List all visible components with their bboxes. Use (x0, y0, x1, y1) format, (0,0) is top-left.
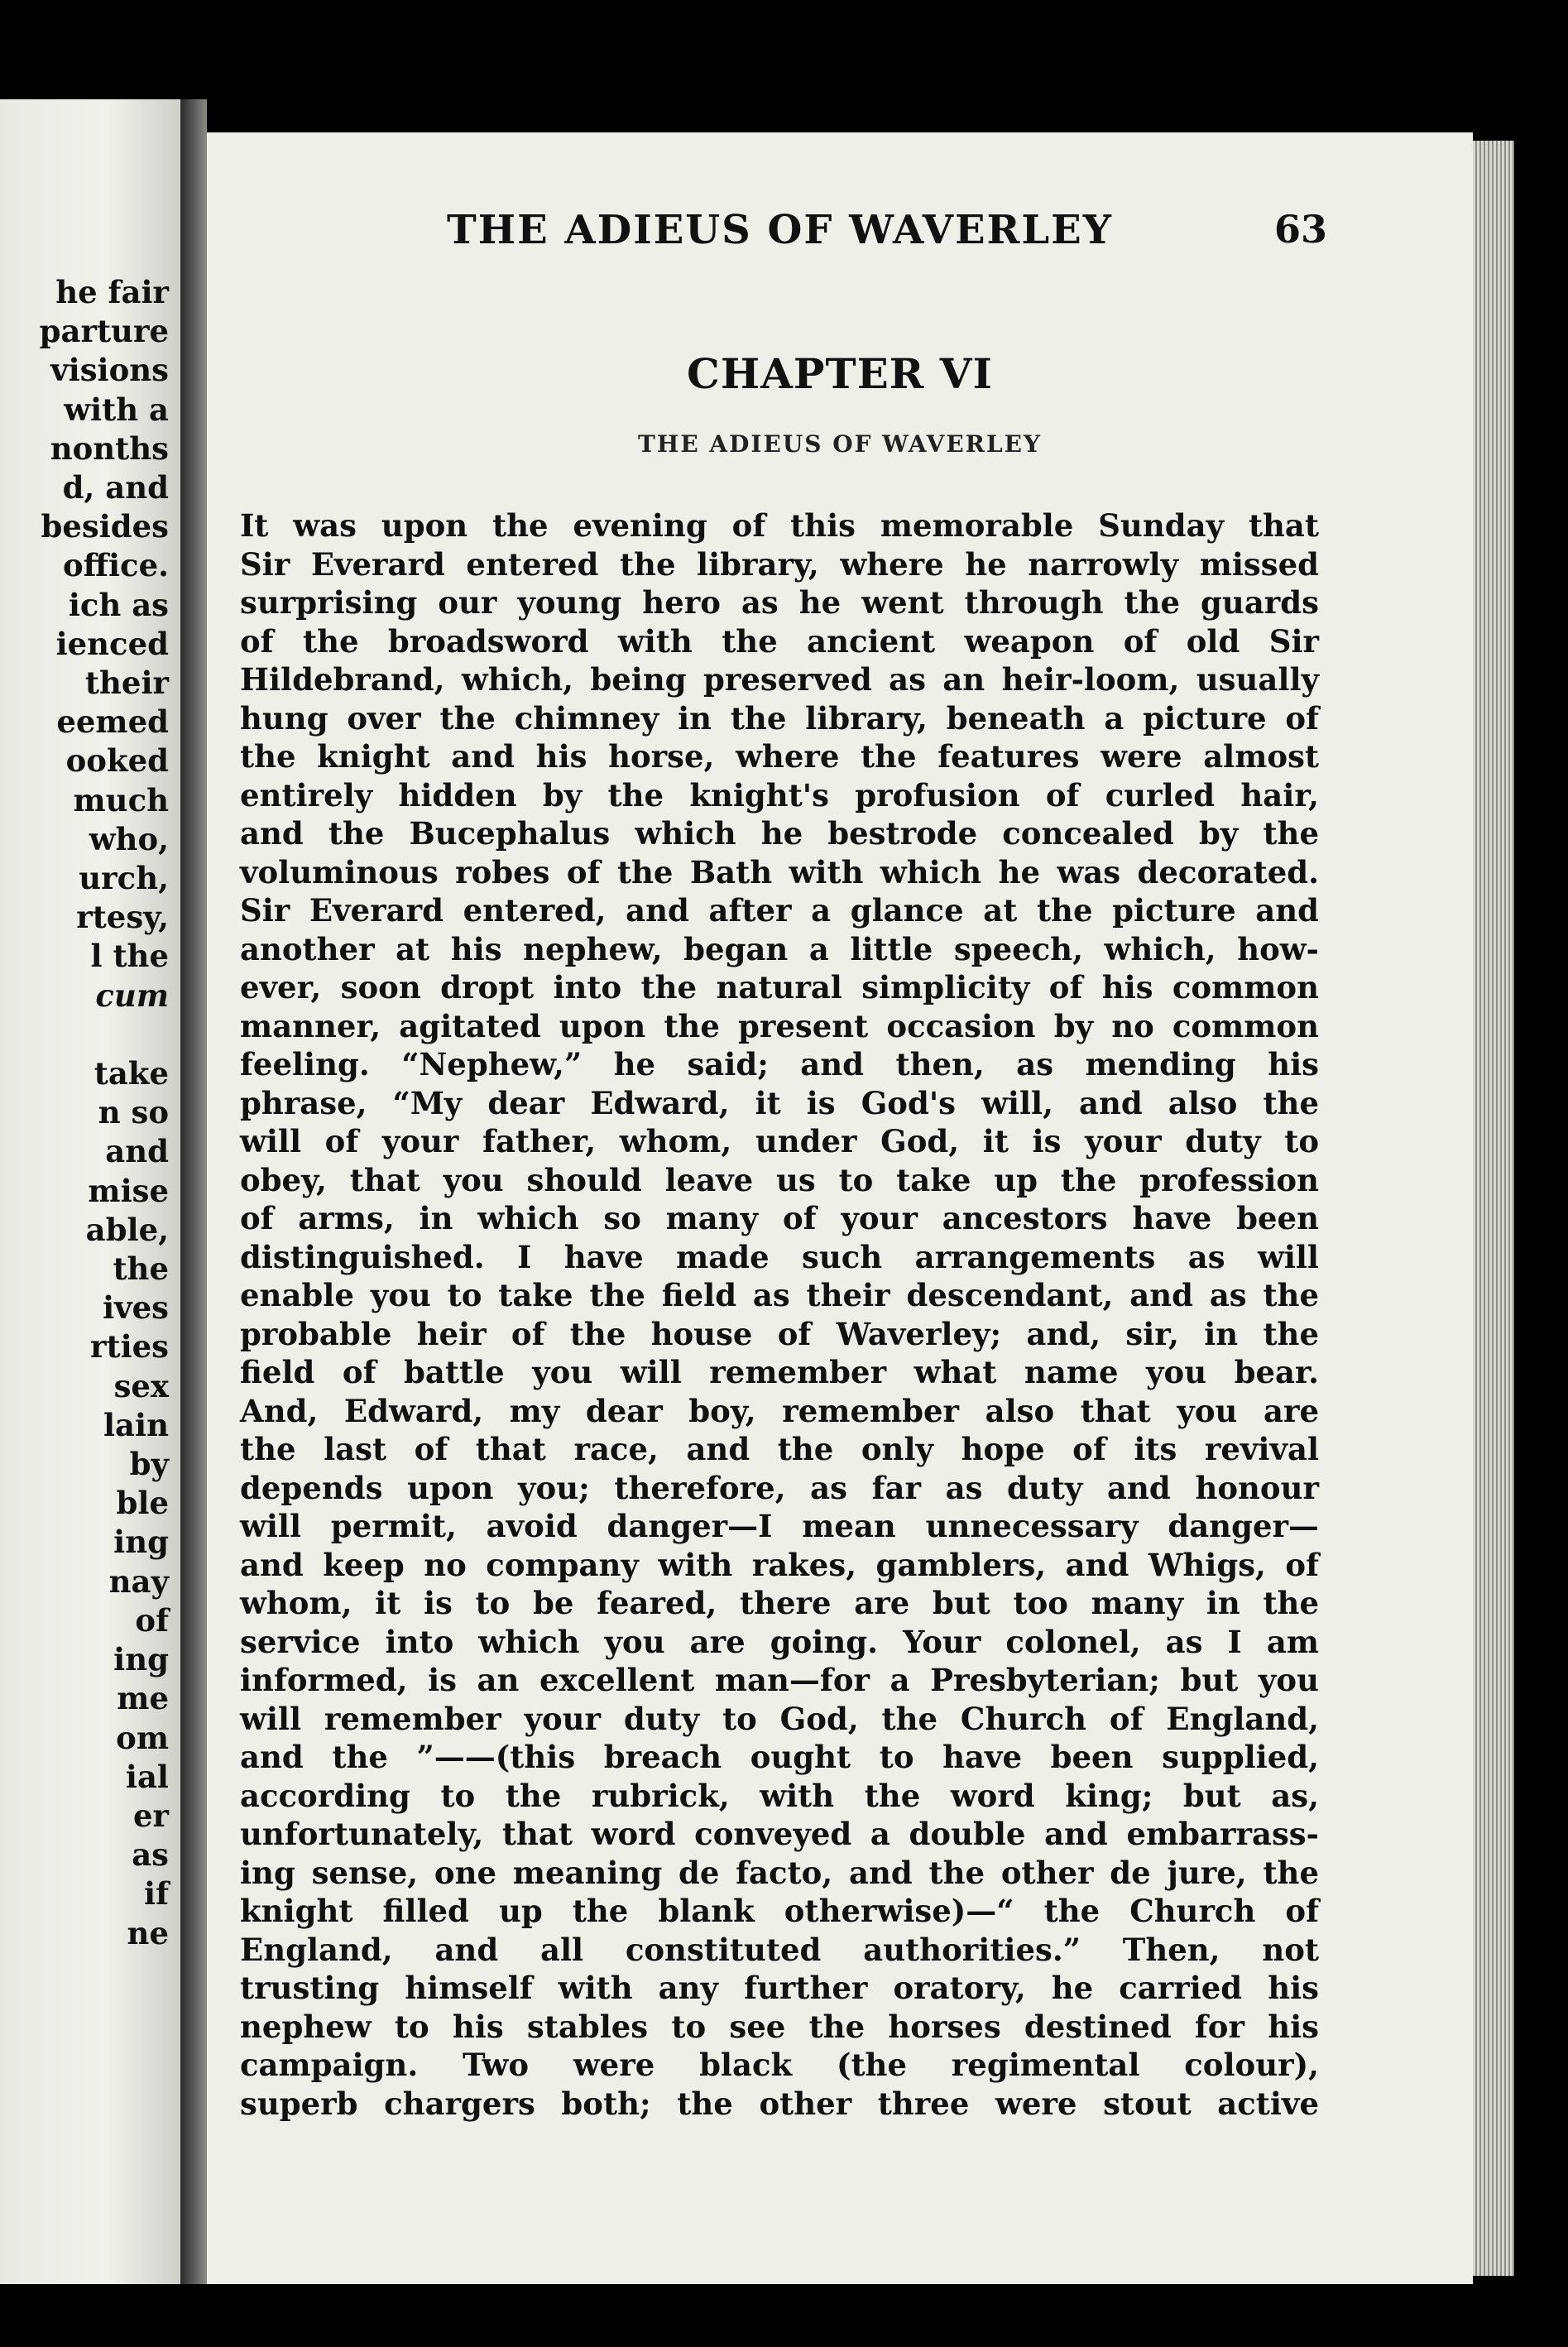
body-line: will remember your duty to God, the Church of England, (240, 1700, 1319, 1737)
body-line: ever, soon dropt into the natural simplicity of his common (240, 969, 1319, 1006)
left-fragment-line: ich as (68, 586, 169, 623)
body-line: whom, it is to be feared, there are but too many in the (240, 1585, 1319, 1621)
body-line: distinguished. I have made such arrangements as will (240, 1238, 1319, 1275)
left-fragment-line: n so (98, 1094, 169, 1131)
body-line: feeling. “Nephew,” he said; and then, as mending his (240, 1046, 1319, 1082)
body-line: England, and all constituted authorities.” Then, not (240, 1931, 1319, 1968)
left-fragment-line: cum (95, 977, 169, 1014)
left-fragment-line: sex (113, 1367, 169, 1404)
body-line: enable you to take the field as their descendant, and as the (240, 1277, 1319, 1313)
body-line: entirely hidden by the knight's profusion of curled hair, (240, 776, 1319, 814)
left-fragment-line: er (132, 1797, 169, 1834)
page-edges (1473, 141, 1514, 2276)
left-fragment-line: lain (103, 1406, 169, 1443)
body-line: Sir Everard entered, and after a glance at the picture and (240, 892, 1319, 929)
body-line: surprising our young hero as he went through the guards (240, 584, 1319, 621)
left-fragment-line: ing (113, 1524, 169, 1561)
left-fragment-line: who, (89, 820, 169, 857)
body-text (240, 506, 1319, 2123)
left-fragment-line: ives (103, 1289, 169, 1327)
left-fragment-line: nay (108, 1562, 169, 1600)
left-page-text-fragments (40, 273, 169, 1953)
body-line: service into which you are going. Your colonel, as I am (240, 1623, 1319, 1660)
body-line: hung over the chimney in the library, beneath a picture of (240, 699, 1319, 737)
left-fragment-line (40, 1015, 169, 1054)
left-fragment-line: ne (127, 1914, 169, 1951)
body-line: will permit, avoid danger—I mean unnecessary danger— (240, 1508, 1319, 1544)
left-fragment-line: l the (90, 938, 169, 975)
body-line: obey, that you should leave us to take up the profession (240, 1161, 1319, 1198)
body-line: voluminous robes of the Bath with which he was decorated. (240, 853, 1319, 890)
left-fragment-line: nonths (50, 430, 169, 467)
body-line: And, Edward, my dear boy, remember also that you are (240, 1392, 1319, 1429)
left-fragment-line: by (129, 1446, 169, 1483)
left-fragment-line: om (116, 1719, 169, 1756)
left-fragment-line: with a (64, 391, 169, 428)
left-fragment-line: rtesy, (76, 899, 169, 936)
left-fragment-line: if (144, 1875, 169, 1913)
body-line: Sir Everard entered the library, where he narrowly missed (240, 545, 1319, 583)
body-line: ing sense, one meaning de facto, and the other de jure, the (240, 1854, 1319, 1891)
left-fragment-line: of (135, 1601, 169, 1639)
chapter-heading: CHAPTER VI (687, 349, 993, 398)
body-line: manner, agitated upon the present occasion by no common (240, 1007, 1319, 1044)
body-line: of the broadsword with the ancient weapon of old Sir (240, 622, 1319, 660)
body-line: knight filled up the blank otherwise)—“ the Church of (240, 1893, 1319, 1929)
left-fragment-line: eemed (56, 703, 169, 741)
body-line: depends upon you; therefore, as far as duty and honour (240, 1469, 1319, 1506)
left-fragment-line: d, and (62, 469, 169, 506)
running-title: THE ADIEUS OF WAVERLEY (447, 207, 1114, 253)
left-fragment-line: their (84, 665, 169, 702)
left-fragment-line: besides (41, 508, 169, 545)
chapter-subtitle: THE ADIEUS OF WAVERLEY (638, 430, 1042, 458)
left-fragment-line: take (94, 1055, 169, 1092)
left-fragment-line: me (117, 1680, 169, 1717)
left-fragment-line: ble (116, 1485, 169, 1522)
left-fragment-line: visions (50, 352, 169, 389)
left-fragment-line: parture (39, 313, 169, 350)
left-fragment-line: rties (89, 1328, 169, 1365)
body-line: phrase, “My dear Edward, it is God's will, and also the (240, 1084, 1319, 1121)
left-fragment-line: able, (85, 1211, 169, 1248)
left-fragment-line: urch, (79, 860, 169, 897)
body-line: superb chargers both; the other three were stout active (240, 2085, 1319, 2122)
left-fragment-line: ienced (55, 625, 169, 662)
book-gutter (180, 99, 207, 2284)
body-line: campaign. Two were black (the regimental colour), (240, 2047, 1319, 2083)
left-fragment-line: as (132, 1836, 169, 1874)
left-facing-page (0, 99, 180, 2284)
body-line: Hildebrand, which, being preserved as an heir-loom, usually (240, 661, 1319, 698)
body-line: the knight and his horse, where the features were almost (240, 738, 1319, 775)
left-fragment-line: office. (62, 547, 169, 584)
body-line: and the ”——(this breach ought to have been supplied, (240, 1739, 1319, 1775)
body-line: nephew to his stables to see the horses destined for his (240, 2008, 1319, 2045)
left-fragment-line: ing (113, 1641, 169, 1678)
left-fragment-line: ial (125, 1758, 169, 1795)
body-line: and the Bucephalus which he bestrode concealed by the (240, 815, 1319, 852)
body-line: field of battle you will remember what name you bear. (240, 1354, 1319, 1390)
left-fragment-line: the (113, 1250, 169, 1288)
body-line: unfortunately, that word conveyed a double and embarrass- (240, 1816, 1319, 1852)
right-page (207, 132, 1473, 2284)
body-line: probable heir of the house of Waverley; and, sir, in the (240, 1315, 1319, 1352)
left-fragment-line: much (73, 781, 169, 818)
left-fragment-line: he fair (55, 274, 169, 310)
body-line: informed, is an excellent man—for a Presbyterian; but you (240, 1662, 1319, 1698)
body-line: of arms, in which so many of your ancestors have been (240, 1200, 1319, 1236)
body-line: according to the rubrick, with the word king; but as, (240, 1777, 1319, 1814)
left-fragment-line: and (105, 1133, 169, 1170)
running-head (207, 207, 1473, 257)
left-fragment-line: mise (88, 1172, 169, 1209)
page-number: 63 (1274, 207, 1328, 252)
body-line: and keep no company with rakes, gamblers, and Whigs, of (240, 1546, 1319, 1583)
left-fragment-line: ooked (65, 742, 169, 780)
body-line: the last of that race, and the only hope of its revival (240, 1431, 1319, 1467)
body-line: another at his nephew, began a little speech, which, how- (240, 930, 1319, 967)
body-line: trusting himself with any further oratory, he carried his (240, 1970, 1319, 2006)
body-line: will of your father, whom, under God, it is your duty to (240, 1123, 1319, 1159)
body-line: It was upon the evening of this memorable Sunday that (240, 507, 1319, 544)
